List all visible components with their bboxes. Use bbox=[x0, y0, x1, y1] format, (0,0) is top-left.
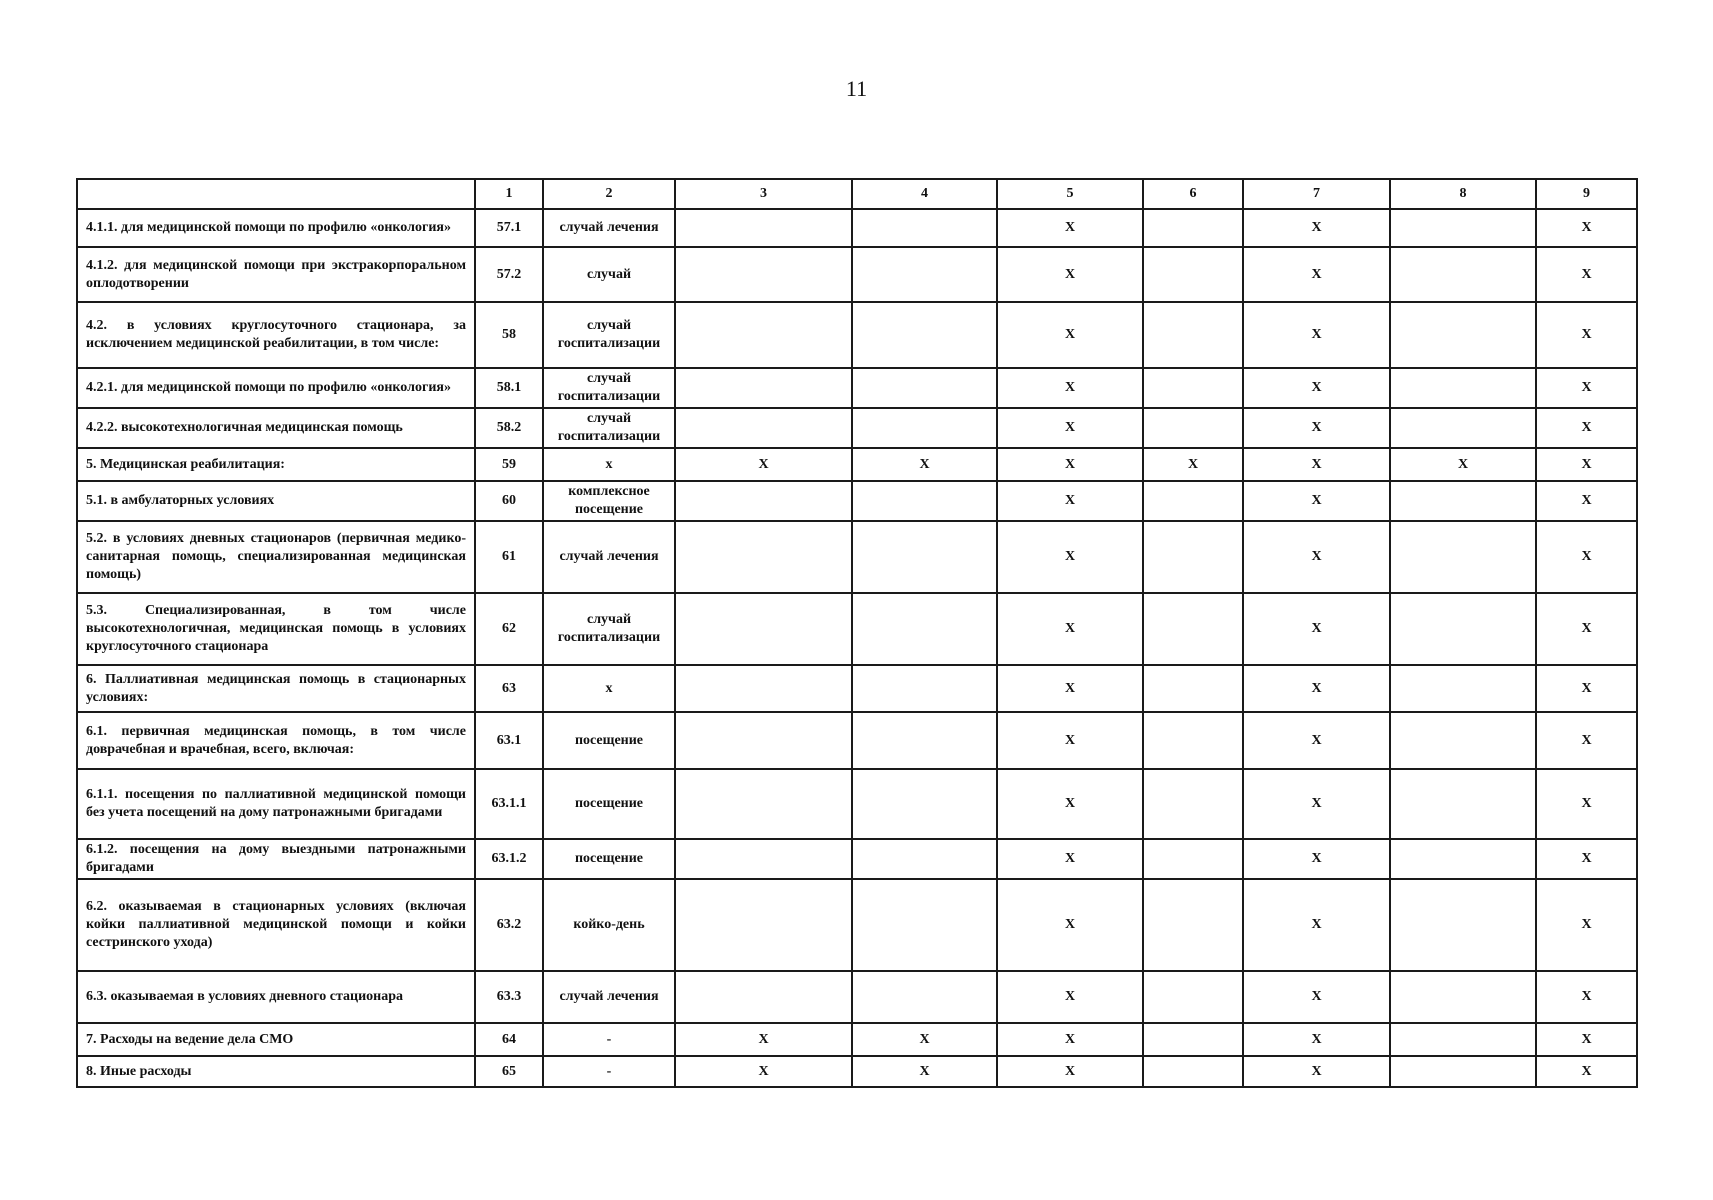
header-cell: 7 bbox=[1243, 179, 1390, 209]
row-cell: X bbox=[852, 1023, 997, 1056]
row-cell: X bbox=[997, 879, 1143, 971]
row-cell bbox=[675, 408, 852, 448]
row-name: 6. Паллиативная медицинская помощь в стационарных условиях: bbox=[77, 665, 475, 712]
row-cell: X bbox=[997, 1023, 1143, 1056]
row-cell: X bbox=[1536, 971, 1637, 1023]
row-cell bbox=[1143, 839, 1243, 879]
row-cell: X bbox=[997, 481, 1143, 521]
row-unit: случай лечения bbox=[543, 521, 675, 593]
row-cell bbox=[675, 879, 852, 971]
row-cell: X bbox=[1243, 209, 1390, 247]
row-cell: X bbox=[997, 665, 1143, 712]
table-row bbox=[77, 247, 1637, 302]
row-cell: X bbox=[1243, 448, 1390, 481]
table-row bbox=[77, 448, 1637, 481]
row-cell: X bbox=[1243, 408, 1390, 448]
row-unit: посещение bbox=[543, 769, 675, 839]
row-cell: X bbox=[1243, 1023, 1390, 1056]
row-name: 4.2.2. высокотехнологичная медицинская помощь bbox=[77, 408, 475, 448]
row-cell bbox=[1390, 879, 1536, 971]
row-unit: случай bbox=[543, 247, 675, 302]
row-cell: X bbox=[1243, 368, 1390, 408]
row-cell: X bbox=[1536, 839, 1637, 879]
page-number: 11 bbox=[845, 76, 868, 101]
row-number: 57.1 bbox=[475, 209, 543, 247]
row-unit: х bbox=[543, 665, 675, 712]
row-name: 5.3. Специализированная, в том числе высокотехнологичная, медицинская помощь в условиях круглосуточного стационара bbox=[77, 593, 475, 665]
row-cell: X bbox=[1536, 1023, 1637, 1056]
row-unit: - bbox=[543, 1023, 675, 1056]
row-cell: X bbox=[997, 448, 1143, 481]
row-cell bbox=[1143, 971, 1243, 1023]
row-cell: X bbox=[1143, 448, 1243, 481]
table-row bbox=[77, 1023, 1637, 1056]
row-cell bbox=[675, 247, 852, 302]
row-number: 64 bbox=[475, 1023, 543, 1056]
row-cell: X bbox=[1536, 879, 1637, 971]
header-cell: 4 bbox=[852, 179, 997, 209]
row-cell: X bbox=[1243, 521, 1390, 593]
row-cell bbox=[852, 247, 997, 302]
row-number: 63.2 bbox=[475, 879, 543, 971]
row-cell bbox=[1390, 521, 1536, 593]
row-cell: X bbox=[997, 247, 1143, 302]
row-cell bbox=[852, 209, 997, 247]
row-cell: X bbox=[1243, 712, 1390, 769]
row-name: 8. Иные расходы bbox=[77, 1056, 475, 1087]
table-row bbox=[77, 521, 1637, 593]
data-table bbox=[76, 178, 1638, 1088]
header-row bbox=[77, 179, 1637, 209]
row-cell bbox=[852, 712, 997, 769]
table-row bbox=[77, 839, 1637, 879]
row-number: 62 bbox=[475, 593, 543, 665]
row-cell bbox=[852, 368, 997, 408]
row-cell bbox=[1390, 593, 1536, 665]
row-cell bbox=[1390, 247, 1536, 302]
row-cell: X bbox=[1536, 521, 1637, 593]
row-cell bbox=[1143, 408, 1243, 448]
row-cell bbox=[1390, 769, 1536, 839]
row-cell: X bbox=[1243, 839, 1390, 879]
row-cell: X bbox=[1243, 665, 1390, 712]
header-cell: 6 bbox=[1143, 179, 1243, 209]
row-cell bbox=[1143, 1023, 1243, 1056]
row-cell: X bbox=[997, 408, 1143, 448]
row-unit: посещение bbox=[543, 712, 675, 769]
row-number: 65 bbox=[475, 1056, 543, 1087]
row-cell: X bbox=[1536, 209, 1637, 247]
row-cell bbox=[1143, 481, 1243, 521]
row-cell bbox=[1390, 1023, 1536, 1056]
row-cell bbox=[1143, 879, 1243, 971]
row-number: 58 bbox=[475, 302, 543, 368]
table-row bbox=[77, 209, 1637, 247]
row-cell bbox=[852, 408, 997, 448]
row-cell bbox=[675, 665, 852, 712]
row-cell bbox=[852, 971, 997, 1023]
row-name: 5.2. в условиях дневных стационаров (первичная медико-санитарная помощь, специализированная медицинская помощь) bbox=[77, 521, 475, 593]
row-number: 63 bbox=[475, 665, 543, 712]
row-number: 63.1 bbox=[475, 712, 543, 769]
row-name: 4.1.2. для медицинской помощи при экстракорпоральном оплодотворении bbox=[77, 247, 475, 302]
row-cell: X bbox=[675, 1023, 852, 1056]
row-cell bbox=[675, 368, 852, 408]
row-cell bbox=[852, 302, 997, 368]
row-cell: X bbox=[1390, 448, 1536, 481]
row-cell: X bbox=[1243, 593, 1390, 665]
row-unit: койко-день bbox=[543, 879, 675, 971]
table-row bbox=[77, 769, 1637, 839]
row-cell bbox=[675, 593, 852, 665]
row-cell bbox=[675, 839, 852, 879]
row-number: 60 bbox=[475, 481, 543, 521]
row-name: 5.1. в амбулаторных условиях bbox=[77, 481, 475, 521]
row-cell bbox=[675, 769, 852, 839]
table-row bbox=[77, 665, 1637, 712]
row-unit: случай госпитализации bbox=[543, 593, 675, 665]
row-name: 4.2. в условиях круглосуточного стационара, за исключением медицинской реабилитации, в том числе: bbox=[77, 302, 475, 368]
row-name: 5. Медицинская реабилитация: bbox=[77, 448, 475, 481]
table-row bbox=[77, 593, 1637, 665]
row-cell bbox=[675, 971, 852, 1023]
header-cell: 5 bbox=[997, 179, 1143, 209]
row-cell bbox=[1390, 209, 1536, 247]
table-row bbox=[77, 302, 1637, 368]
row-cell: X bbox=[1536, 712, 1637, 769]
row-name: 6.1. первичная медицинская помощь, в том числе доврачебная и врачебная, всего, включая: bbox=[77, 712, 475, 769]
row-cell: X bbox=[997, 209, 1143, 247]
row-cell bbox=[1143, 209, 1243, 247]
row-cell: X bbox=[1536, 593, 1637, 665]
row-cell bbox=[1143, 247, 1243, 302]
row-cell: X bbox=[1536, 665, 1637, 712]
row-cell bbox=[1143, 1056, 1243, 1087]
row-cell: X bbox=[852, 448, 997, 481]
row-cell bbox=[852, 769, 997, 839]
header-cell: 2 bbox=[543, 179, 675, 209]
row-unit: комплексное посещение bbox=[543, 481, 675, 521]
table-row bbox=[77, 368, 1637, 408]
row-cell: X bbox=[997, 769, 1143, 839]
header-cell: 8 bbox=[1390, 179, 1536, 209]
row-cell bbox=[1390, 481, 1536, 521]
row-name: 6.1.1. посещения по паллиативной медицинской помощи без учета посещений на дому патронажными бригадами bbox=[77, 769, 475, 839]
row-unit: случай госпитализации bbox=[543, 368, 675, 408]
row-cell: X bbox=[1243, 247, 1390, 302]
header-cell bbox=[77, 179, 475, 209]
table-row bbox=[77, 1056, 1637, 1087]
row-unit: случай лечения bbox=[543, 971, 675, 1023]
row-cell: X bbox=[1536, 448, 1637, 481]
row-cell: X bbox=[997, 1056, 1143, 1087]
row-cell bbox=[675, 712, 852, 769]
row-cell: X bbox=[1243, 879, 1390, 971]
row-cell: X bbox=[1243, 302, 1390, 368]
row-name: 6.1.2. посещения на дому выездными патронажными бригадами bbox=[77, 839, 475, 879]
header-cell: 1 bbox=[475, 179, 543, 209]
row-number: 58.2 bbox=[475, 408, 543, 448]
row-cell bbox=[852, 839, 997, 879]
row-unit: случай госпитализации bbox=[543, 408, 675, 448]
row-cell bbox=[1390, 839, 1536, 879]
row-number: 63.3 bbox=[475, 971, 543, 1023]
row-cell bbox=[1143, 712, 1243, 769]
row-cell: X bbox=[1243, 769, 1390, 839]
table-row bbox=[77, 712, 1637, 769]
row-cell: X bbox=[1536, 247, 1637, 302]
row-cell bbox=[852, 593, 997, 665]
row-cell: X bbox=[675, 1056, 852, 1087]
row-cell bbox=[675, 481, 852, 521]
row-cell: X bbox=[852, 1056, 997, 1087]
row-unit: х bbox=[543, 448, 675, 481]
row-cell: X bbox=[997, 368, 1143, 408]
row-cell: X bbox=[1536, 368, 1637, 408]
row-cell bbox=[1143, 665, 1243, 712]
row-number: 61 bbox=[475, 521, 543, 593]
row-cell bbox=[1143, 521, 1243, 593]
row-cell: X bbox=[1536, 302, 1637, 368]
row-number: 58.1 bbox=[475, 368, 543, 408]
table-row bbox=[77, 481, 1637, 521]
row-cell: X bbox=[1536, 481, 1637, 521]
row-name: 4.2.1. для медицинской помощи по профилю «онкология» bbox=[77, 368, 475, 408]
row-cell bbox=[675, 521, 852, 593]
row-unit: случай лечения bbox=[543, 209, 675, 247]
table-row bbox=[77, 971, 1637, 1023]
row-cell: X bbox=[1536, 408, 1637, 448]
table-row bbox=[77, 408, 1637, 448]
row-cell bbox=[1390, 368, 1536, 408]
row-cell: X bbox=[997, 521, 1143, 593]
row-cell bbox=[1390, 408, 1536, 448]
row-cell: X bbox=[997, 971, 1143, 1023]
row-cell bbox=[1390, 665, 1536, 712]
row-cell bbox=[1143, 302, 1243, 368]
row-unit: посещение bbox=[543, 839, 675, 879]
row-cell bbox=[1143, 368, 1243, 408]
row-cell bbox=[1390, 302, 1536, 368]
row-cell bbox=[1143, 769, 1243, 839]
row-cell: X bbox=[675, 448, 852, 481]
table-row bbox=[77, 879, 1637, 971]
row-cell: X bbox=[1243, 481, 1390, 521]
row-cell bbox=[852, 521, 997, 593]
row-name: 7. Расходы на ведение дела СМО bbox=[77, 1023, 475, 1056]
row-unit: случай госпитализации bbox=[543, 302, 675, 368]
row-cell bbox=[1390, 971, 1536, 1023]
row-number: 57.2 bbox=[475, 247, 543, 302]
row-number: 59 bbox=[475, 448, 543, 481]
row-cell bbox=[1390, 712, 1536, 769]
row-cell: X bbox=[997, 593, 1143, 665]
row-cell bbox=[1390, 1056, 1536, 1087]
row-cell bbox=[852, 879, 997, 971]
row-cell bbox=[1143, 593, 1243, 665]
row-name: 6.2. оказываемая в стационарных условиях (включая койки паллиативной медицинской помощи и койки сестринского ухода) bbox=[77, 879, 475, 971]
row-number: 63.1.2 bbox=[475, 839, 543, 879]
row-name: 4.1.1. для медицинской помощи по профилю «онкология» bbox=[77, 209, 475, 247]
row-cell: X bbox=[997, 839, 1143, 879]
row-cell: X bbox=[997, 712, 1143, 769]
row-cell: X bbox=[1243, 971, 1390, 1023]
row-cell bbox=[852, 481, 997, 521]
row-cell bbox=[852, 665, 997, 712]
header-cell: 3 bbox=[675, 179, 852, 209]
row-cell: X bbox=[1536, 769, 1637, 839]
header-cell: 9 bbox=[1536, 179, 1637, 209]
row-cell: X bbox=[1536, 1056, 1637, 1087]
row-cell: X bbox=[1243, 1056, 1390, 1087]
row-cell bbox=[675, 209, 852, 247]
row-cell: X bbox=[997, 302, 1143, 368]
row-cell bbox=[675, 302, 852, 368]
row-name: 6.3. оказываемая в условиях дневного стационара bbox=[77, 971, 475, 1023]
row-number: 63.1.1 bbox=[475, 769, 543, 839]
row-unit: - bbox=[543, 1056, 675, 1087]
